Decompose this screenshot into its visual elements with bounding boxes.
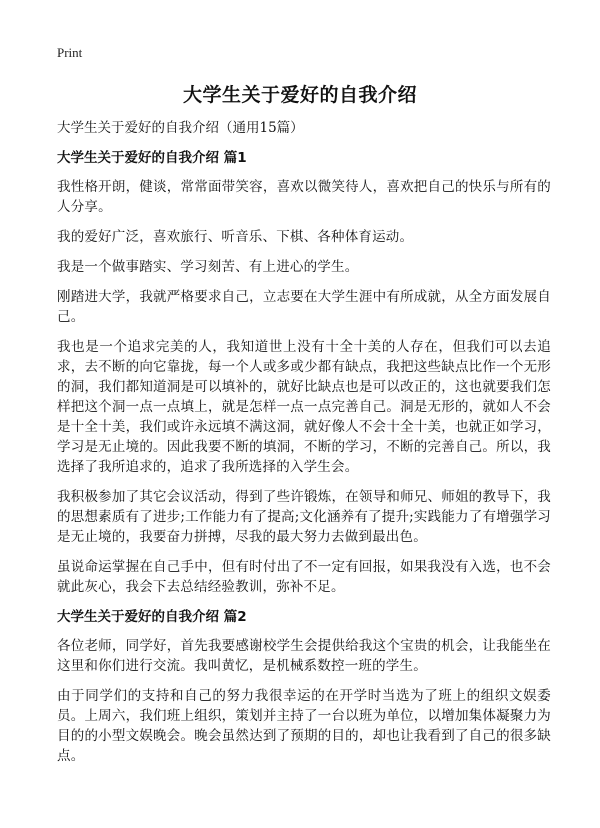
print-label[interactable]: Print — [57, 45, 83, 60]
paragraph: 由于同学们的支持和自己的努力我很幸运的在开学时当选为了班上的组织文娱委员。上周六，我们班上组织，策划并主持了一台以班为单位，以增加集体凝聚力为目的的小型文娱晚会。晚会虽然达到了预期的目的，却也让我看到了自己的很多缺点。 — [57, 688, 551, 764]
paragraph: 虽说命运掌握在自己手中，但有时付出了不一定有回报，如果我没有入选，也不会就此灰心，我会下去总结经验教训，弥补不足。 — [57, 559, 551, 595]
paragraph: 我是一个做事踏实、学习刻苦、有上进心的学生。 — [57, 259, 359, 275]
section-heading-2: 大学生关于爱好的自我介绍 篇2 — [57, 609, 247, 625]
section-heading-1: 大学生关于爱好的自我介绍 篇1 — [57, 150, 247, 166]
paragraph: 我积极参加了其它会议活动，得到了些许锻炼，在领导和师兄、师姐的教导下，我的思想素质有了进步;工作能力有了提高;文化涵养有了提升;实践能力了有增强学习是无止境的，我要奋力拼搏，尽我的最大努力去做到最出色。 — [57, 489, 551, 545]
document-body — [57, 118, 551, 776]
paragraph: 各位老师，同学好，首先我要感谢校学生会提供给我这个宝贵的机会，让我能坐在这里和你们进行交流。我叫黄忆，是机械系数控一班的学生。 — [57, 638, 551, 674]
paragraph: 我也是一个追求完美的人，我知道世上没有十全十美的人存在，但我们可以去追求，去不断的向它靠拢，每一个人或多或少都有缺点，我把这些缺点比作一个无形的洞，我们都知道洞是可以填补的，就好比缺点也是可以改正的，这也就要我们怎样把这个洞一点一点填上，就是怎样一点一点完善自己。洞是无形的，就如人不会是十全十美，我们或许永远填不满这洞，就好像人不会十全十美，也就正如学习，学习是无止境的。因此我要不断的填洞，不断的学习，不断的完善自己。所以，我选择了我所追求的，追求了我所选择的入学生会。 — [57, 339, 551, 475]
document-subtitle: 大学生关于爱好的自我介绍（通用15篇） — [57, 120, 304, 136]
paragraph: 我性格开朗，健谈，常常面带笑容，喜欢以微笑待人，喜欢把自己的快乐与所有的人分享。 — [57, 179, 551, 215]
document-title: 大学生关于爱好的自我介绍 — [182, 84, 417, 106]
paragraph: 刚踏进大学，我就严格要求自己，立志要在大学生涯中有所成就，从全方面发展自己。 — [57, 289, 551, 325]
paragraph: 我的爱好广泛，喜欢旅行、听音乐、下棋、各种体育运动。 — [57, 229, 414, 245]
